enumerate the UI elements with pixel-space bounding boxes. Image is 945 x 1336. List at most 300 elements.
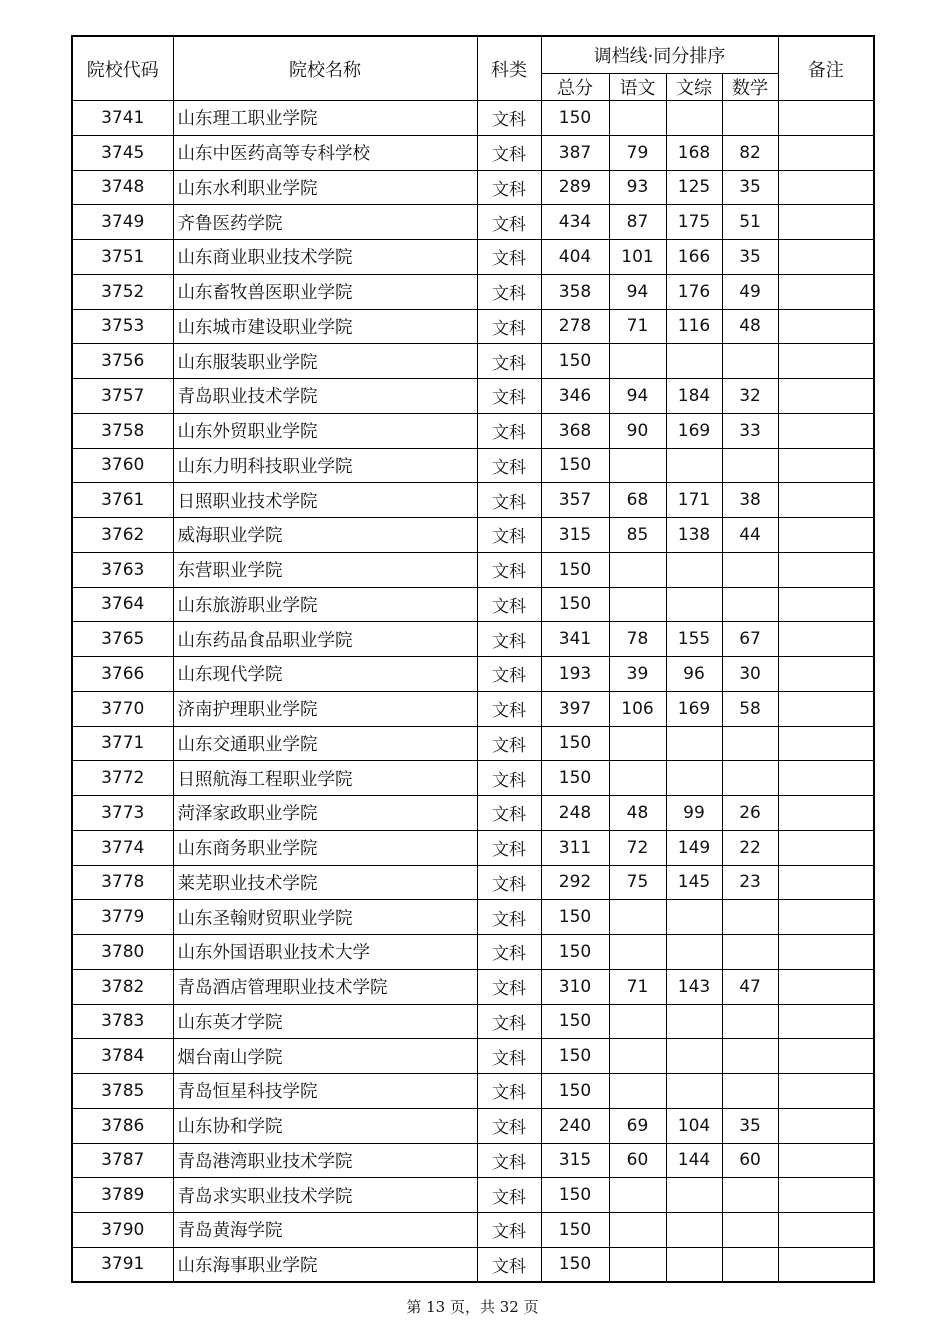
cell-notes: [778, 1143, 874, 1178]
cell-total: 150: [541, 935, 609, 970]
table-row: [72, 1108, 874, 1143]
cell-name: 山东现代学院: [173, 657, 477, 692]
cell-notes: [778, 240, 874, 275]
cell-category: 文科: [477, 657, 541, 692]
cell-code: 3791: [72, 1247, 173, 1282]
cell-total: 240: [541, 1108, 609, 1143]
cell-chinese: [609, 935, 666, 970]
cell-math: [722, 344, 778, 379]
cell-category: 文科: [477, 761, 541, 796]
cell-liberal: 145: [666, 865, 722, 900]
cell-code: 3779: [72, 900, 173, 935]
cell-name: 济南护理职业学院: [173, 691, 477, 726]
cell-category: 文科: [477, 1247, 541, 1282]
cell-chinese: [609, 761, 666, 796]
table-body: [72, 101, 874, 1283]
cell-category: 文科: [477, 1074, 541, 1109]
cell-liberal: 176: [666, 274, 722, 309]
cell-total: 248: [541, 796, 609, 831]
cell-category: 文科: [477, 1178, 541, 1213]
cell-total: 150: [541, 552, 609, 587]
cell-code: 3766: [72, 657, 173, 692]
cell-math: 44: [722, 518, 778, 553]
cell-math: [722, 552, 778, 587]
cell-chinese: [609, 101, 666, 136]
header-chinese: 语文: [609, 74, 666, 101]
cell-total: 341: [541, 622, 609, 657]
table-row: [72, 969, 874, 1004]
cell-total: 150: [541, 1039, 609, 1074]
cell-total: 315: [541, 1143, 609, 1178]
cell-chinese: 71: [609, 969, 666, 1004]
cell-total: 434: [541, 205, 609, 240]
header-name: 院校名称: [173, 36, 477, 101]
cell-name: 日照职业技术学院: [173, 483, 477, 518]
cell-code: 3761: [72, 483, 173, 518]
cell-category: 文科: [477, 796, 541, 831]
table-row: [72, 135, 874, 170]
cell-name: 威海职业学院: [173, 518, 477, 553]
cell-total: 150: [541, 344, 609, 379]
cell-math: 35: [722, 1108, 778, 1143]
cell-name: 山东中医药高等专科学校: [173, 135, 477, 170]
cell-liberal: [666, 1074, 722, 1109]
cell-notes: [778, 865, 874, 900]
cell-chinese: [609, 726, 666, 761]
cell-total: 150: [541, 101, 609, 136]
cell-name: 山东海事职业学院: [173, 1247, 477, 1282]
cell-liberal: [666, 552, 722, 587]
cell-code: 3762: [72, 518, 173, 553]
cell-name: 青岛恒星科技学院: [173, 1074, 477, 1109]
cell-code: 3752: [72, 274, 173, 309]
cell-liberal: 99: [666, 796, 722, 831]
cell-chinese: 78: [609, 622, 666, 657]
table-row: [72, 379, 874, 414]
cell-category: 文科: [477, 309, 541, 344]
cell-math: 35: [722, 240, 778, 275]
cell-category: 文科: [477, 483, 541, 518]
table-row: [72, 205, 874, 240]
cell-category: 文科: [477, 552, 541, 587]
cell-liberal: 166: [666, 240, 722, 275]
cell-liberal: 144: [666, 1143, 722, 1178]
cell-chinese: 68: [609, 483, 666, 518]
cell-code: 3763: [72, 552, 173, 587]
cell-math: [722, 587, 778, 622]
cell-chinese: 90: [609, 413, 666, 448]
cell-name: 山东理工职业学院: [173, 101, 477, 136]
cell-name: 山东商务职业学院: [173, 830, 477, 865]
cell-notes: [778, 796, 874, 831]
cell-liberal: 175: [666, 205, 722, 240]
cell-total: 310: [541, 969, 609, 1004]
cell-liberal: 155: [666, 622, 722, 657]
cell-math: 49: [722, 274, 778, 309]
cell-code: 3784: [72, 1039, 173, 1074]
header-total: 总分: [541, 74, 609, 101]
cell-total: 150: [541, 1074, 609, 1109]
cell-code: 3765: [72, 622, 173, 657]
table-row: [72, 413, 874, 448]
cell-liberal: [666, 1178, 722, 1213]
cell-category: 文科: [477, 413, 541, 448]
cell-notes: [778, 935, 874, 970]
table-row: [72, 900, 874, 935]
cell-total: 404: [541, 240, 609, 275]
cell-liberal: 104: [666, 1108, 722, 1143]
cell-liberal: [666, 1247, 722, 1282]
cell-notes: [778, 1074, 874, 1109]
cell-liberal: 138: [666, 518, 722, 553]
cell-code: 3756: [72, 344, 173, 379]
cell-category: 文科: [477, 726, 541, 761]
table-row: [72, 1178, 874, 1213]
cell-chinese: [609, 1178, 666, 1213]
cell-notes: [778, 691, 874, 726]
cell-liberal: [666, 761, 722, 796]
cell-notes: [778, 969, 874, 1004]
cell-liberal: [666, 935, 722, 970]
cell-code: 3785: [72, 1074, 173, 1109]
cell-math: 48: [722, 309, 778, 344]
page-footer: 第 13 页，共 32 页: [406, 1298, 539, 1316]
cell-name: 山东外国语职业技术大学: [173, 935, 477, 970]
cell-total: 311: [541, 830, 609, 865]
cell-notes: [778, 518, 874, 553]
cell-name: 青岛黄海学院: [173, 1213, 477, 1248]
cell-chinese: [609, 1039, 666, 1074]
table-row: [72, 1074, 874, 1109]
cell-notes: [778, 205, 874, 240]
cell-total: 358: [541, 274, 609, 309]
cell-notes: [778, 1213, 874, 1248]
cell-name: 日照航海工程职业学院: [173, 761, 477, 796]
cell-liberal: 149: [666, 830, 722, 865]
cell-total: 150: [541, 761, 609, 796]
cell-name: 山东协和学院: [173, 1108, 477, 1143]
cell-notes: [778, 830, 874, 865]
cell-notes: [778, 1178, 874, 1213]
cell-chinese: [609, 448, 666, 483]
cell-total: 278: [541, 309, 609, 344]
cell-total: 292: [541, 865, 609, 900]
cell-category: 文科: [477, 170, 541, 205]
cell-name: 山东水利职业学院: [173, 170, 477, 205]
cell-total: 368: [541, 413, 609, 448]
cell-math: 30: [722, 657, 778, 692]
table-row: [72, 483, 874, 518]
cell-name: 青岛港湾职业技术学院: [173, 1143, 477, 1178]
table-header: [72, 36, 874, 101]
cell-chinese: [609, 900, 666, 935]
cell-math: [722, 1074, 778, 1109]
cell-chinese: 69: [609, 1108, 666, 1143]
cell-math: [722, 900, 778, 935]
cell-chinese: 48: [609, 796, 666, 831]
cell-chinese: [609, 552, 666, 587]
cell-category: 文科: [477, 1213, 541, 1248]
cell-name: 山东商业职业技术学院: [173, 240, 477, 275]
cell-name: 莱芜职业技术学院: [173, 865, 477, 900]
cell-name: 山东旅游职业学院: [173, 587, 477, 622]
cell-category: 文科: [477, 379, 541, 414]
cell-notes: [778, 1004, 874, 1039]
table-row: [72, 935, 874, 970]
table-row: [72, 101, 874, 136]
table-row: [72, 1247, 874, 1282]
cell-notes: [778, 274, 874, 309]
cell-total: 315: [541, 518, 609, 553]
cell-code: 3772: [72, 761, 173, 796]
cell-code: 3745: [72, 135, 173, 170]
cell-notes: [778, 761, 874, 796]
cell-code: 3753: [72, 309, 173, 344]
cell-liberal: 168: [666, 135, 722, 170]
cell-category: 文科: [477, 1004, 541, 1039]
cell-category: 文科: [477, 935, 541, 970]
cell-chinese: 94: [609, 274, 666, 309]
table-row: [72, 830, 874, 865]
cell-category: 文科: [477, 518, 541, 553]
cell-code: 3749: [72, 205, 173, 240]
table-row: [72, 1039, 874, 1074]
cell-total: 193: [541, 657, 609, 692]
table-row: [72, 1004, 874, 1039]
header-category: 科类: [477, 36, 541, 101]
cell-code: 3780: [72, 935, 173, 970]
table-row: [72, 240, 874, 275]
cell-category: 文科: [477, 1039, 541, 1074]
cell-chinese: 75: [609, 865, 666, 900]
table-row: [72, 448, 874, 483]
cell-notes: [778, 483, 874, 518]
cell-total: 397: [541, 691, 609, 726]
cell-code: 3771: [72, 726, 173, 761]
table-row: [72, 344, 874, 379]
cell-notes: [778, 726, 874, 761]
cell-name: 烟台南山学院: [173, 1039, 477, 1074]
cell-category: 文科: [477, 587, 541, 622]
cell-liberal: 116: [666, 309, 722, 344]
cell-math: [722, 448, 778, 483]
cell-math: 60: [722, 1143, 778, 1178]
cell-chinese: [609, 1004, 666, 1039]
cell-notes: [778, 170, 874, 205]
cell-category: 文科: [477, 969, 541, 1004]
cell-liberal: 125: [666, 170, 722, 205]
cell-total: 150: [541, 1247, 609, 1282]
table-row: [72, 761, 874, 796]
cell-liberal: [666, 900, 722, 935]
cell-name: 东营职业学院: [173, 552, 477, 587]
cell-category: 文科: [477, 135, 541, 170]
cell-category: 文科: [477, 448, 541, 483]
header-code: 院校代码: [72, 36, 173, 101]
cell-chinese: 94: [609, 379, 666, 414]
cell-name: 山东交通职业学院: [173, 726, 477, 761]
cell-code: 3741: [72, 101, 173, 136]
cell-code: 3770: [72, 691, 173, 726]
cell-category: 文科: [477, 344, 541, 379]
cell-code: 3778: [72, 865, 173, 900]
cell-name: 山东英才学院: [173, 1004, 477, 1039]
cell-chinese: 93: [609, 170, 666, 205]
cell-code: 3748: [72, 170, 173, 205]
cell-category: 文科: [477, 1143, 541, 1178]
cell-name: 菏泽家政职业学院: [173, 796, 477, 831]
cell-liberal: 169: [666, 691, 722, 726]
cell-liberal: [666, 1004, 722, 1039]
cell-total: 387: [541, 135, 609, 170]
cell-chinese: 71: [609, 309, 666, 344]
cell-name: 山东城市建设职业学院: [173, 309, 477, 344]
cell-notes: [778, 1108, 874, 1143]
cell-chinese: 60: [609, 1143, 666, 1178]
cell-chinese: 79: [609, 135, 666, 170]
cell-total: 150: [541, 587, 609, 622]
cell-liberal: [666, 344, 722, 379]
cell-chinese: [609, 1074, 666, 1109]
cell-name: 山东药品食品职业学院: [173, 622, 477, 657]
cell-total: 150: [541, 1004, 609, 1039]
cell-chinese: 39: [609, 657, 666, 692]
cell-name: 山东服装职业学院: [173, 344, 477, 379]
cell-math: [722, 101, 778, 136]
cell-code: 3773: [72, 796, 173, 831]
cell-name: 山东畜牧兽医职业学院: [173, 274, 477, 309]
cell-chinese: 106: [609, 691, 666, 726]
cell-name: 齐鲁医药学院: [173, 205, 477, 240]
cell-math: 58: [722, 691, 778, 726]
cell-chinese: 87: [609, 205, 666, 240]
cell-name: 青岛职业技术学院: [173, 379, 477, 414]
cell-notes: [778, 587, 874, 622]
header-group: 调档线·同分排序: [541, 36, 778, 74]
cell-total: 150: [541, 1213, 609, 1248]
cell-math: 35: [722, 170, 778, 205]
cell-chinese: [609, 344, 666, 379]
cell-notes: [778, 309, 874, 344]
cell-notes: [778, 622, 874, 657]
header-liberal: 文综: [666, 74, 722, 101]
cell-category: 文科: [477, 900, 541, 935]
cell-math: 67: [722, 622, 778, 657]
table-row: [72, 1143, 874, 1178]
cell-notes: [778, 1247, 874, 1282]
table-row: [72, 309, 874, 344]
cell-math: 47: [722, 969, 778, 1004]
cell-notes: [778, 657, 874, 692]
cell-liberal: 169: [666, 413, 722, 448]
table-row: [72, 726, 874, 761]
cell-liberal: [666, 1213, 722, 1248]
cell-notes: [778, 1039, 874, 1074]
cell-category: 文科: [477, 240, 541, 275]
admission-table: [71, 35, 875, 1283]
cell-liberal: [666, 101, 722, 136]
cell-code: 3757: [72, 379, 173, 414]
table-row: [72, 691, 874, 726]
table-row: [72, 274, 874, 309]
cell-total: 357: [541, 483, 609, 518]
cell-code: 3783: [72, 1004, 173, 1039]
cell-category: 文科: [477, 691, 541, 726]
cell-liberal: [666, 726, 722, 761]
cell-math: 82: [722, 135, 778, 170]
cell-code: 3786: [72, 1108, 173, 1143]
cell-math: [722, 1213, 778, 1248]
cell-code: 3764: [72, 587, 173, 622]
cell-math: 51: [722, 205, 778, 240]
table-row: [72, 170, 874, 205]
cell-code: 3789: [72, 1178, 173, 1213]
cell-chinese: 72: [609, 830, 666, 865]
cell-code: 3787: [72, 1143, 173, 1178]
cell-notes: [778, 344, 874, 379]
cell-chinese: [609, 1213, 666, 1248]
cell-code: 3774: [72, 830, 173, 865]
table-row: [72, 587, 874, 622]
cell-category: 文科: [477, 1108, 541, 1143]
cell-liberal: [666, 587, 722, 622]
table-row: [72, 657, 874, 692]
cell-name: 山东外贸职业学院: [173, 413, 477, 448]
cell-math: [722, 761, 778, 796]
cell-math: [722, 935, 778, 970]
cell-math: 26: [722, 796, 778, 831]
cell-total: 346: [541, 379, 609, 414]
cell-liberal: 96: [666, 657, 722, 692]
cell-notes: [778, 135, 874, 170]
cell-notes: [778, 413, 874, 448]
cell-math: [722, 1004, 778, 1039]
cell-name: 青岛求实职业技术学院: [173, 1178, 477, 1213]
cell-math: 38: [722, 483, 778, 518]
cell-category: 文科: [477, 274, 541, 309]
cell-math: 23: [722, 865, 778, 900]
cell-name: 山东力明科技职业学院: [173, 448, 477, 483]
table-row: [72, 552, 874, 587]
cell-category: 文科: [477, 622, 541, 657]
cell-code: 3758: [72, 413, 173, 448]
table-row: [72, 1213, 874, 1248]
cell-notes: [778, 101, 874, 136]
cell-math: 33: [722, 413, 778, 448]
cell-category: 文科: [477, 865, 541, 900]
cell-liberal: [666, 448, 722, 483]
table-row: [72, 518, 874, 553]
cell-notes: [778, 552, 874, 587]
cell-category: 文科: [477, 830, 541, 865]
cell-notes: [778, 448, 874, 483]
cell-total: 289: [541, 170, 609, 205]
cell-math: [722, 1178, 778, 1213]
cell-total: 150: [541, 900, 609, 935]
cell-category: 文科: [477, 205, 541, 240]
cell-code: 3760: [72, 448, 173, 483]
cell-chinese: [609, 587, 666, 622]
header-math: 数学: [722, 74, 778, 101]
cell-liberal: 184: [666, 379, 722, 414]
cell-math: [722, 726, 778, 761]
cell-liberal: 143: [666, 969, 722, 1004]
cell-math: [722, 1039, 778, 1074]
cell-total: 150: [541, 726, 609, 761]
cell-math: 32: [722, 379, 778, 414]
cell-chinese: 85: [609, 518, 666, 553]
cell-notes: [778, 900, 874, 935]
